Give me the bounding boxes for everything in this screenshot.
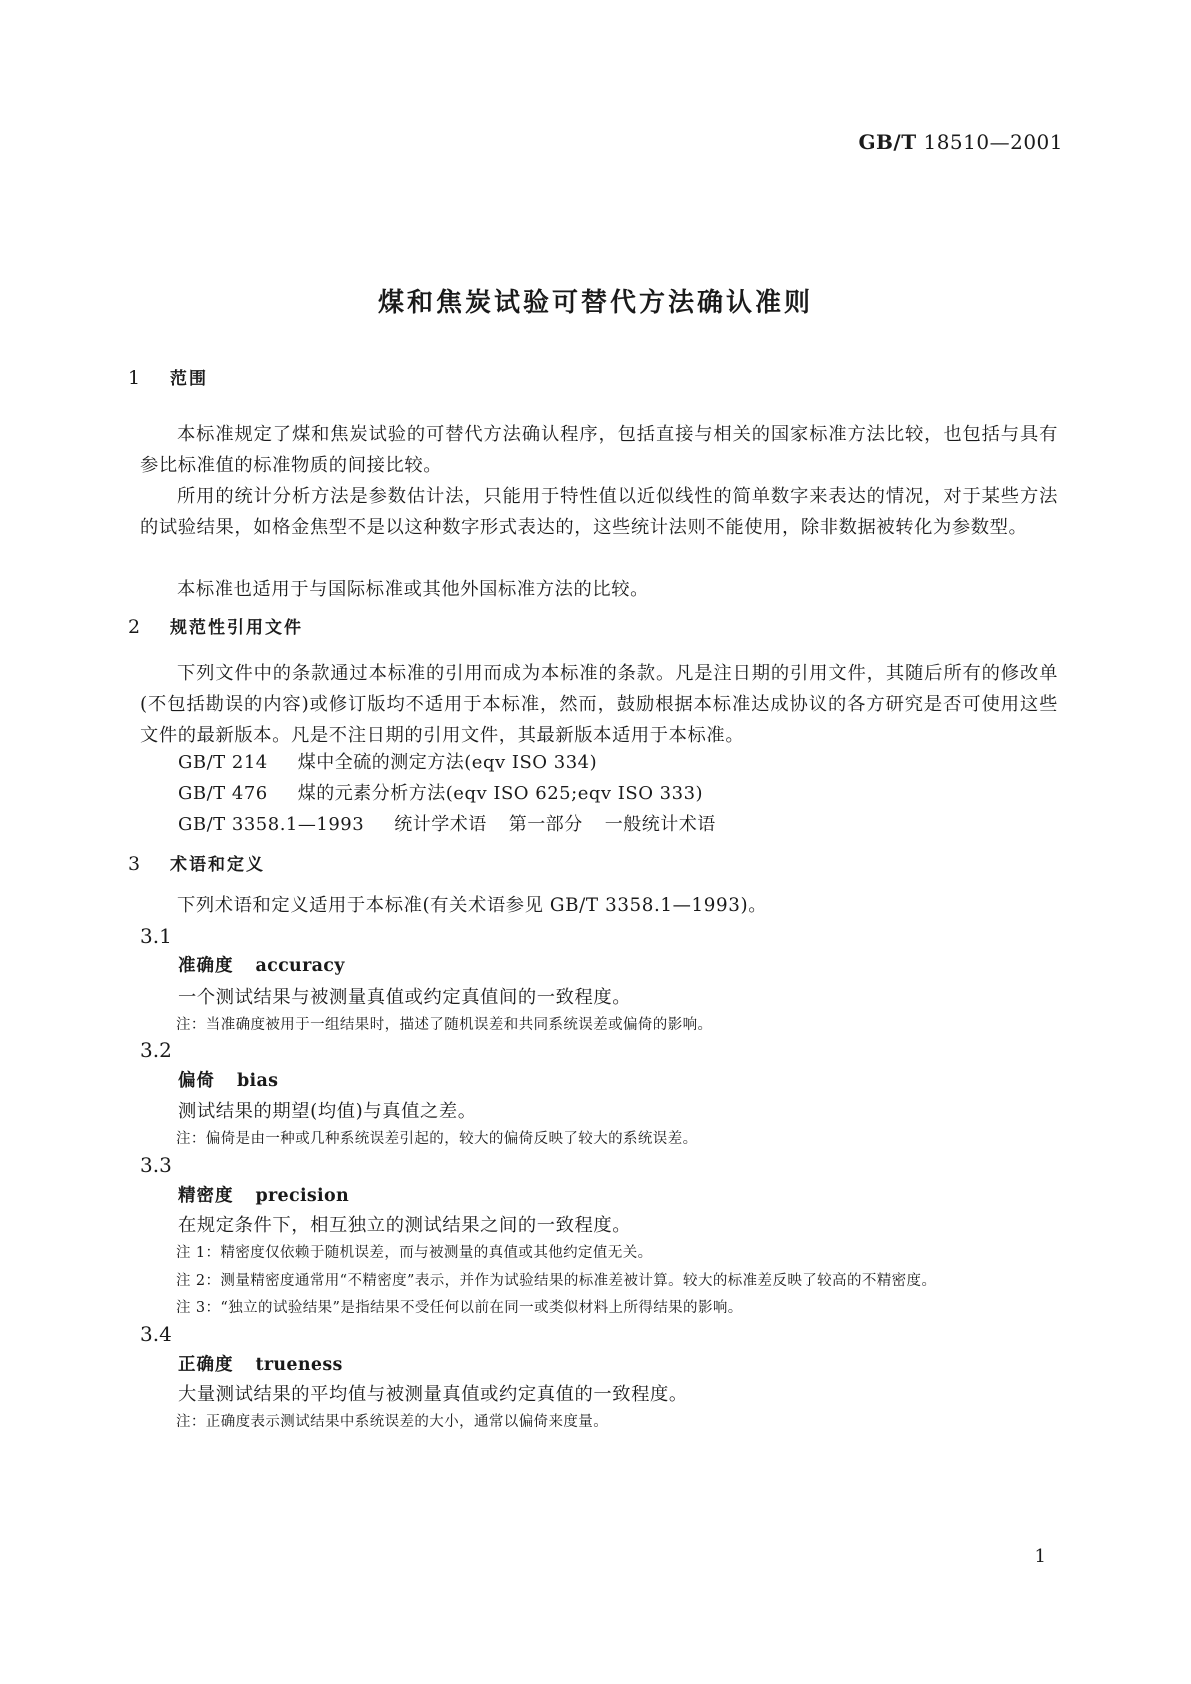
term-number: 3.1	[140, 924, 172, 948]
document-title: 煤和焦炭试验可替代方法确认准则	[377, 288, 813, 318]
term-note: 注：当准确度被用于一组结果时，描述了随机误差和共同系统误差或偏倚的影响。	[176, 1017, 713, 1033]
standard-code-number: 18510—2001	[923, 130, 1063, 154]
term-note: 注：正确度表示测试结果中系统误差的大小，通常以偏倚来度量。	[176, 1414, 609, 1430]
term-note: 注 3：“独立的试验结果”是指结果不受任何以前在同一或类似材料上所得结果的影响。	[176, 1300, 743, 1316]
term-heading	[178, 1067, 278, 1092]
term-definition: 一个测试结果与被测量真值或约定真值间的一致程度。	[178, 987, 632, 1008]
section-number: 3	[128, 853, 141, 875]
term-en: precision	[255, 1186, 349, 1206]
term-number: 3.4	[140, 1322, 172, 1346]
term-en: accuracy	[255, 956, 345, 976]
reference-title: 统计学术语	[394, 814, 487, 835]
reference-item	[178, 779, 703, 805]
reference-item	[178, 748, 597, 774]
reference-title: 煤的元素分析方法(eqv ISO 625;eqv ISO 333)	[297, 783, 704, 804]
standard-code-prefix: GB/T	[858, 130, 917, 154]
paragraph: 下列术语和定义适用于本标准(有关术语参见 GB/T 3358.1—1993)。	[177, 895, 768, 916]
term-zh: 精密度	[178, 1186, 234, 1206]
term-definition: 大量测试结果的平均值与被测量真值或约定真值的一致程度。	[178, 1384, 688, 1405]
term-zh: 准确度	[178, 956, 234, 976]
page-number: 1	[1034, 1546, 1046, 1567]
reference-code: GB/T 476	[178, 783, 268, 804]
term-zh: 正确度	[178, 1355, 234, 1375]
term-note: 注：偏倚是由一种或几种系统误差引起的，较大的偏倚反映了较大的系统误差。	[176, 1131, 698, 1147]
term-note: 注 2：测量精密度通常用“不精密度”表示，并作为试验结果的标准差被计算。较大的标准差反映了较高的不精密度。	[176, 1273, 937, 1289]
term-heading	[178, 1351, 343, 1376]
term-zh: 偏倚	[178, 1071, 215, 1091]
paragraph: 所用的统计分析方法是参数估计法，只能用于特性值以近似线性的简单数字来表达的情况，对于某些方法的试验结果，如格金焦型不是以这种数字形式表达的，这些统计法则不能使用，除非数据被转化为参数型。	[140, 486, 1058, 538]
reference-part: 第一部分	[508, 814, 583, 835]
section-heading-scope	[128, 364, 208, 389]
term-definition: 在规定条件下，相互独立的测试结果之间的一致程度。	[178, 1215, 632, 1236]
section-heading-references	[128, 613, 303, 638]
paragraph: 下列文件中的条款通过本标准的引用而成为本标准的条款。凡是注日期的引用文件，其随后所有的修改单(不包括勘误的内容)或修订版均不适用于本标准，然而，鼓励根据本标准达成协议的各方研究是否可使用这些文件的最新版本。凡是不注日期的引用文件，其最新版本适用于本标准。	[140, 663, 1058, 746]
term-heading	[178, 952, 345, 977]
section-number: 1	[128, 367, 141, 389]
reference-item	[178, 810, 716, 836]
term-definition: 测试结果的期望(均值)与真值之差。	[178, 1101, 477, 1122]
term-heading	[178, 1182, 349, 1207]
section-title: 规范性引用文件	[170, 618, 303, 638]
term-number: 3.2	[140, 1038, 172, 1062]
reference-code: GB/T 3358.1—1993	[178, 814, 365, 835]
section-title: 术语和定义	[170, 855, 265, 875]
reference-code: GB/T 214	[178, 752, 268, 773]
section-heading-terms	[128, 850, 265, 875]
section-number: 2	[128, 616, 141, 638]
section-title: 范围	[170, 369, 208, 389]
term-en: trueness	[255, 1355, 343, 1375]
reference-title: 煤中全硫的测定方法(eqv ISO 334)	[297, 752, 598, 773]
term-number: 3.3	[140, 1153, 172, 1177]
standard-code	[858, 130, 1063, 154]
term-en: bias	[237, 1071, 279, 1091]
paragraph: 本标准规定了煤和焦炭试验的可替代方法确认程序，包括直接与相关的国家标准方法比较，也包括与具有参比标准值的标准物质的间接比较。	[140, 424, 1058, 476]
paragraph: 本标准也适用于与国际标准或其他外国标准方法的比较。	[177, 579, 650, 600]
term-note: 注 1：精密度仅依赖于随机误差，而与被测量的真值或其他约定值无关。	[176, 1245, 653, 1261]
reference-subtitle: 一般统计术语	[604, 814, 716, 835]
